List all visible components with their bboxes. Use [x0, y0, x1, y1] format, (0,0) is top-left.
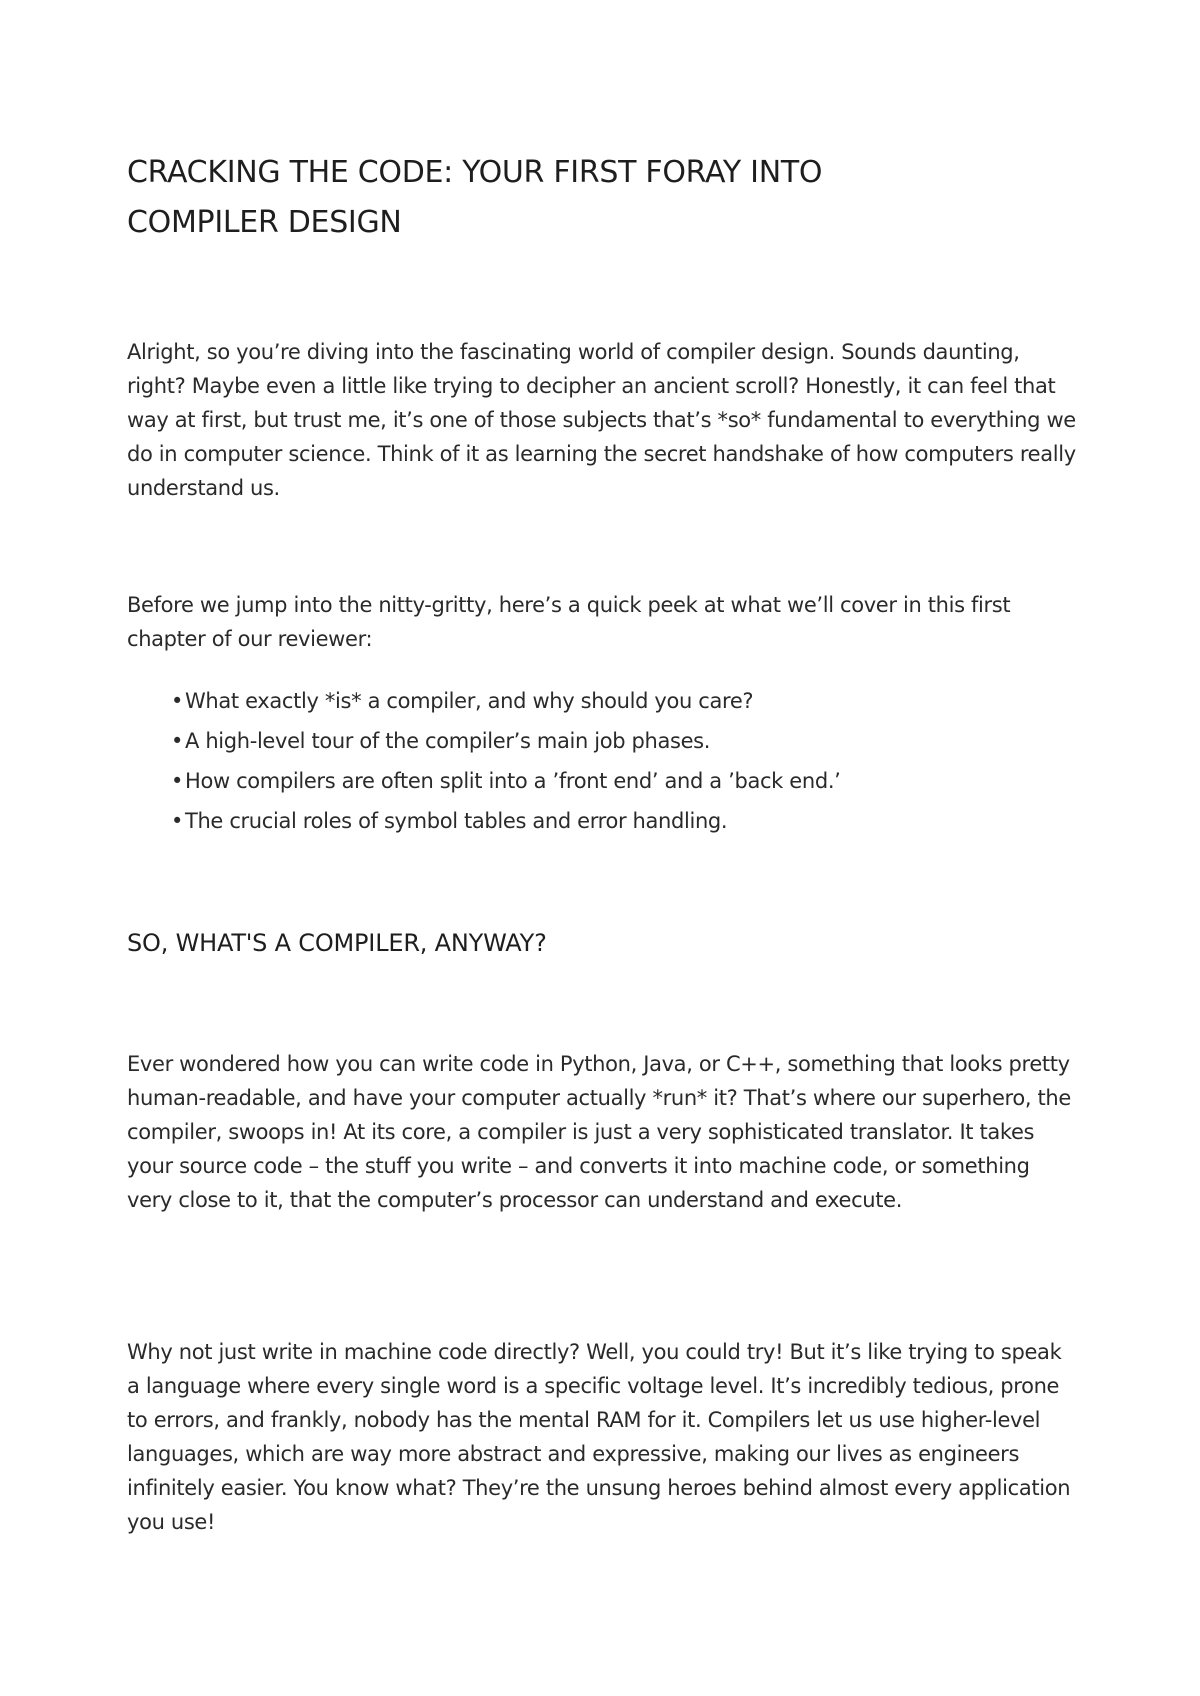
section-paragraph-1: Ever wondered how you can write code in Python, Java, or C++, something that looks pretty human-readable, and have your computer actually *run* it? That’s where our superhero, the compiler, swoops in! At its core, a compiler is just a very sophisticated translator. It takes your source code – the stuff you write – and converts it into machine code, or something very close to it, that the computer’s processor can understand and execute. — [127, 1052, 1071, 1212]
overview-list — [171, 681, 1071, 841]
intro-paragraph: Alright, so you’re diving into the fascinating world of compiler design. Sounds daunting, right? Maybe even a little like trying to decipher an ancient scroll? Honestly, it can feel that way at first, but trust me, it’s one of those subjects that’s *so* fundamental to everything we do in computer science. Think of it as learning the secret handshake of how computers really understand us. — [127, 340, 1076, 500]
section-heading: SO, WHAT'S A COMPILER, ANYWAY? — [127, 929, 547, 957]
title-line-2: COMPILER DESIGN — [127, 205, 402, 240]
bullet-icon: • — [171, 769, 184, 793]
document-title — [127, 148, 1027, 248]
list-item — [171, 761, 1071, 801]
section-paragraph-2: Why not just write in machine code directly? Well, you could try! But it’s like trying to speak a language where every single word is a specific voltage level. It’s incredibly tedious, prone to errors, and frankly, nobody has the mental RAM for it. Compilers let us use higher-level languages, which are way more abstract and expressive, making our lives as engineers infinitely easier. You know what? They’re the unsung heroes behind almost every application you use! — [127, 1340, 1071, 1534]
list-item-text: What exactly *is* a compiler, and why should you care? — [185, 689, 754, 713]
overview-paragraph: Before we jump into the nitty-gritty, here’s a quick peek at what we’ll cover in this first chapter of our reviewer: — [127, 593, 1011, 651]
list-item-text: The crucial roles of symbol tables and error handling. — [185, 809, 728, 833]
title-line-1: CRACKING THE CODE: YOUR FIRST FORAY INTO — [127, 155, 823, 190]
list-item — [171, 721, 1071, 761]
list-item — [171, 681, 1071, 721]
bullet-icon: • — [171, 689, 184, 713]
list-item — [171, 801, 1071, 841]
bullet-icon: • — [171, 729, 184, 753]
list-item-text: How compilers are often split into a ’front end’ and a ’back end.’ — [185, 769, 841, 793]
list-item-text: A high-level tour of the compiler’s main job phases. — [185, 729, 711, 753]
bullet-icon: • — [171, 809, 184, 833]
